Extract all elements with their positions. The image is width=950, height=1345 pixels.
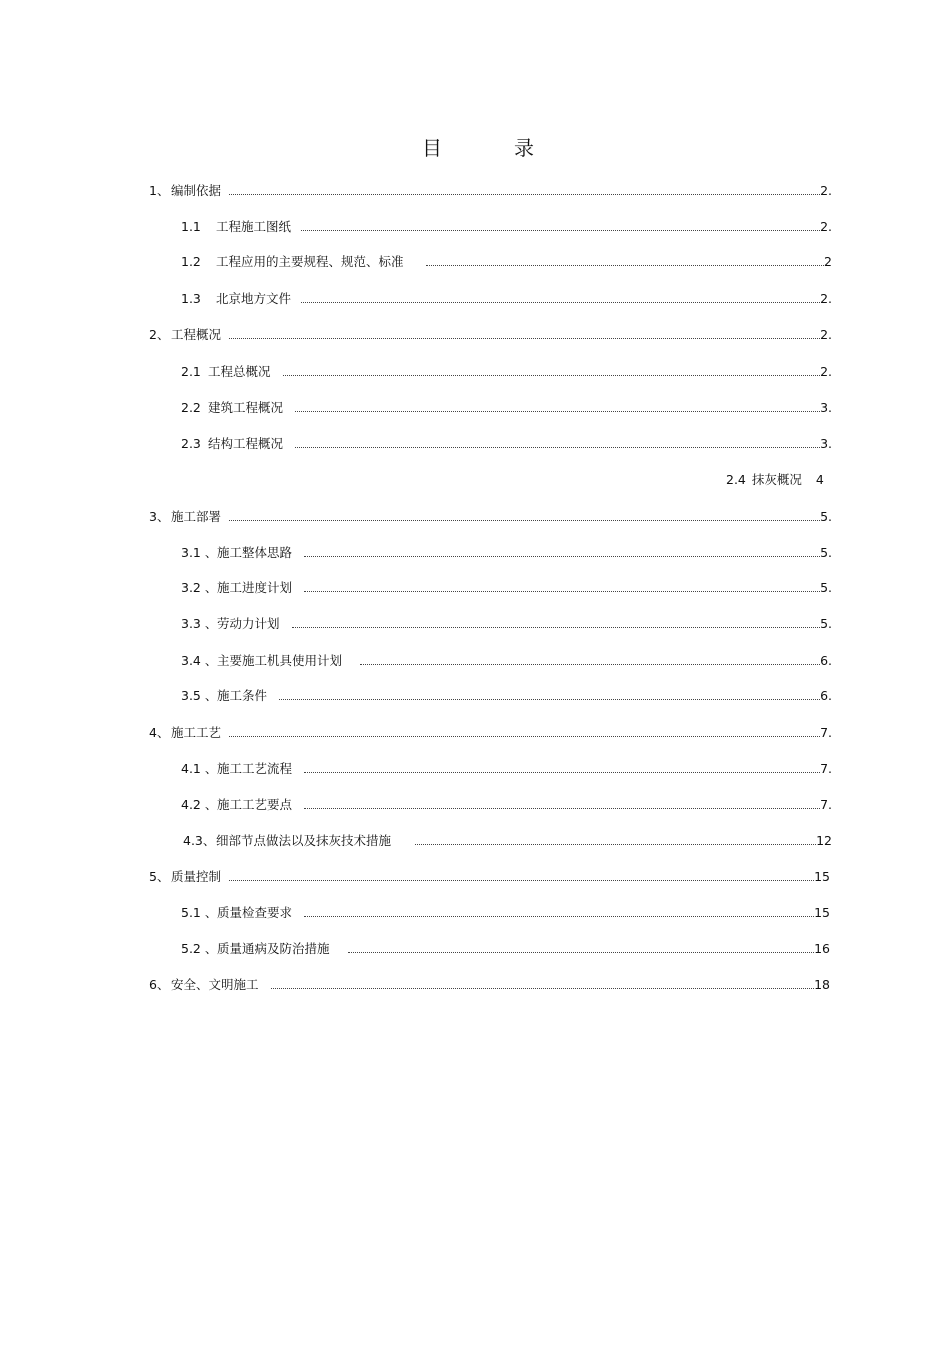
toc-entry[interactable] [181,759,832,777]
dot-leader [426,265,825,266]
toc-entry-label: 施工进度计划 [217,580,293,595]
toc-entry-number: 1、 [149,183,170,198]
toc-entry-number: 1.3 [181,291,201,306]
toc-entry-number: 5、 [149,869,170,884]
toc-title: 目 录 [422,136,560,160]
toc-entry-page: 7. [820,761,832,776]
toc-entry[interactable] [181,398,832,416]
toc-entry[interactable] [181,939,830,957]
toc-entry-page: 4 [815,472,824,487]
dot-leader [229,736,820,737]
dot-leader [229,338,820,339]
toc-entry-page: 15 [814,905,830,920]
toc-entry-label: 工程概况 [171,327,222,342]
dot-leader [279,699,820,700]
toc-entry-label: 施工工艺要点 [217,797,293,812]
toc-entry[interactable] [149,325,832,343]
toc-entry-number: 4.1 、 [181,761,218,776]
toc-entry-number: 5.1 、 [181,905,218,920]
toc-entry-number: 2.1 [181,364,201,379]
toc-entry-page: 2. [820,291,832,306]
toc-entry-label: 施工条件 [217,688,268,703]
toc-entry[interactable] [181,651,832,669]
toc-entry-number: 5.2 、 [181,941,218,956]
toc-entry-label: 施工工艺流程 [217,761,293,776]
toc-entry-number: 1.1 [181,219,201,234]
toc-entry[interactable] [183,831,832,849]
toc-entry-number: 2、 [149,327,170,342]
toc-entry-page: 2. [820,364,832,379]
toc-entry-page: 5. [820,509,832,524]
dot-leader [304,556,820,557]
toc-entry[interactable] [149,723,832,741]
toc-entry[interactable] [149,975,830,993]
toc-entry-page: 6. [820,688,832,703]
dot-leader [304,808,820,809]
dot-leader [271,988,815,989]
toc-entry-page: 3. [820,400,832,415]
toc-entry-number: 4.2 、 [181,797,218,812]
toc-entry-number: 4.3、 [183,833,216,848]
dot-leader [292,627,821,628]
dot-leader [301,230,820,231]
dot-leader [304,772,820,773]
toc-entry-label: 施工整体思路 [217,545,293,560]
dot-leader [348,952,815,953]
toc-entry-page: 15 [814,869,830,884]
dot-leader [229,880,814,881]
toc-entry-number: 1.2 [181,254,201,269]
dot-leader [415,844,816,845]
toc-entry-label: 工程施工图纸 [216,219,292,234]
toc-entry[interactable] [181,434,832,452]
toc-entry-page: 18 [814,977,830,992]
toc-entry[interactable] [181,795,832,813]
toc-entry[interactable] [181,362,832,380]
toc-entry-page: 2 [824,254,832,269]
dot-leader [304,916,814,917]
dot-leader [304,591,820,592]
toc-entry[interactable] [181,614,832,632]
toc-entry[interactable] [149,507,832,525]
toc-entry[interactable] [181,217,832,235]
toc-entry-number: 3、 [149,509,170,524]
toc-entry-label: 施工工艺 [171,725,222,740]
toc-entry[interactable] [149,181,832,199]
toc-entry-page: 7. [820,797,832,812]
toc-entry-number: 3.3 、 [181,616,218,631]
toc-entry-number: 3.2 、 [181,580,218,595]
toc-entry-label: 工程应用的主要规程、规范、标准 [216,254,404,269]
toc-entry-label: 结构工程概况 [208,436,284,451]
toc-entry-number: 3.4 、 [181,653,218,668]
toc-entry-page: 12 [816,833,832,848]
toc-entry-number: 6、 [149,977,170,992]
toc-entry-page: 2. [820,183,832,198]
toc-entry-page: 16 [814,941,830,956]
toc-entry-label: 建筑工程概况 [208,400,284,415]
toc-entry-page: 2. [820,219,832,234]
toc-entry[interactable] [181,289,832,307]
dot-leader [295,447,820,448]
toc-entry-number: 3.5 、 [181,688,218,703]
dot-leader [229,520,820,521]
toc-entry-label: 质量控制 [171,869,222,884]
toc-entry-label: 编制依据 [171,183,222,198]
toc-entry[interactable] [181,686,832,704]
toc-entry[interactable] [181,543,832,561]
toc-entry-number: 2.3 [181,436,201,451]
toc-entry-page: 2. [820,327,832,342]
dot-leader [301,302,820,303]
toc-entry-label: 施工部署 [171,509,222,524]
toc-entry-label: 质量通病及防治措施 [217,941,330,956]
toc-entry-number: 4、 [149,725,170,740]
toc-entry[interactable] [181,252,832,270]
toc-entry-label: 工程总概况 [208,364,271,379]
toc-entry-number: 3.1 、 [181,545,218,560]
toc-entry-page: 7. [820,725,832,740]
toc-entry-page: 5. [820,545,832,560]
toc-entry-label: 抹灰概况 [751,472,802,487]
toc-entry[interactable] [149,867,830,885]
toc-entry[interactable] [181,578,832,596]
toc-entry-label: 主要施工机具使用计划 [217,653,343,668]
toc-entry-label: 劳动力计划 [217,616,280,631]
dot-leader [229,194,820,195]
toc-entry[interactable] [726,470,824,488]
toc-entry-page: 6. [820,653,832,668]
toc-entry-label: 质量检查要求 [217,905,293,920]
toc-entry-number: 2.2 [181,400,201,415]
dot-leader [283,375,821,376]
toc-entry[interactable] [181,903,830,921]
toc-entry-page: 5. [820,580,832,595]
toc-entry-label: 细部节点做法以及抹灰技术措施 [216,833,392,848]
dot-leader [295,411,820,412]
dot-leader [360,664,820,665]
toc-entry-label: 北京地方文件 [216,291,292,306]
toc-entry-label: 安全、文明施工 [171,977,259,992]
toc-entry-page: 5. [820,616,832,631]
toc-entry-page: 3. [820,436,832,451]
toc-entry-number: 2.4 [726,472,746,487]
